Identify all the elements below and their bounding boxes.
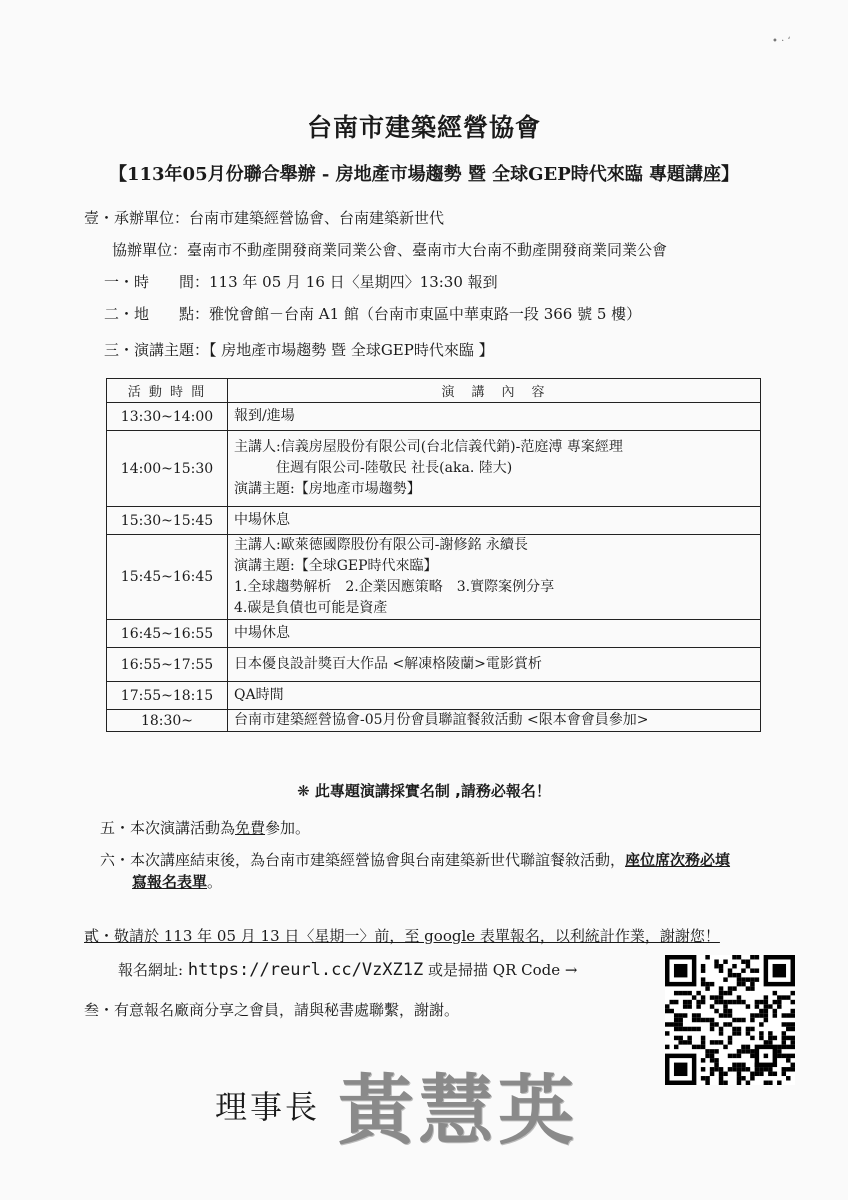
- schedule-table: [106, 378, 761, 732]
- schedule-content-cell: [228, 431, 761, 507]
- page-title: 台南市建築經營協會: [306, 113, 541, 142]
- schedule-row: [107, 507, 761, 535]
- registration-hint: 或是掃描 QR Code →: [428, 961, 578, 979]
- schedule-time-cell: 16:45~16:55: [107, 620, 228, 648]
- place-value: 雅悅會館－台南 A1 館（台南市東區中華東路一段 366 號 5 樓）: [209, 305, 642, 323]
- schedule-content-cell: [228, 620, 761, 648]
- schedule-content-line: QA時間: [234, 687, 284, 703]
- schedule-content-line: 住週有限公司-陸敬民 社長(aka. 陸大): [234, 460, 513, 476]
- item-5: [100, 818, 310, 838]
- schedule-time-cell: 13:30~14:00: [107, 403, 228, 431]
- schedule-content-line: 1.全球趨勢解析 2.企業因應策略 3.實際案例分享: [234, 579, 555, 595]
- time-value: 113 年 05 月 16 日〈星期四〉13:30 報到: [209, 273, 498, 291]
- topic-value: 【 房地產市場趨勢 暨 全球GEP時代來臨 】: [209, 341, 494, 359]
- item-5-suffix: 參加。: [265, 819, 311, 837]
- item-5-free: 免費: [235, 819, 266, 837]
- item-6-continued: [132, 872, 222, 892]
- schedule-content-line: 日本優良設計獎百大作品 <解凍格陵蘭>電影賞析: [234, 656, 542, 672]
- time-label: 一・時 間：: [104, 273, 210, 291]
- item-6-suffix: 。: [207, 873, 223, 891]
- schedule-content-line: 主講人:歐萊德國際股份有限公司-謝修銘 永續長: [234, 537, 528, 553]
- schedule-content-cell: [228, 507, 761, 535]
- schedule-content-line: 4.碳是負債也可能是資產: [234, 600, 388, 616]
- co-organizer-value: 臺南市不動產開發商業同業公會、臺南市大台南不動產開發商業同業公會: [187, 241, 668, 259]
- schedule-content-line: 演講主題:【房地產市場趨勢】: [234, 481, 421, 497]
- item-2-deadline: 貳・敬請於 113 年 05 月 13 日〈星期一〉前，至 google 表單報名，以利統計作業，謝謝您！: [84, 927, 720, 945]
- place-label: 二・地 點：: [104, 305, 210, 323]
- schedule-content-cell: [228, 648, 761, 682]
- place-line: [104, 304, 641, 324]
- signature-title: 理事長: [215, 1088, 321, 1126]
- organizer-value: 台南市建築經營協會、台南建築新世代: [189, 209, 445, 227]
- schedule-content-cell: [228, 403, 761, 431]
- registration-line: [118, 960, 577, 980]
- organizer-label: 壹・承辦單位：: [84, 209, 190, 227]
- qr-code-icon[interactable]: [665, 955, 795, 1085]
- schedule-row: [107, 431, 761, 507]
- item-6-highlight-2: 寫報名表單: [132, 873, 208, 891]
- schedule-row: [107, 620, 761, 648]
- schedule-row: [107, 403, 761, 431]
- time-line: [104, 272, 498, 292]
- corner-marks: • · ʻ: [772, 36, 791, 47]
- co-organizer-line: [112, 240, 667, 260]
- schedule-content-line: 演講主題:【全球GEP時代來臨】: [234, 558, 438, 574]
- registration-notice: ❋ 此專題演講採實名制 ,請務必報名！: [297, 782, 551, 800]
- schedule-content-cell: [228, 682, 761, 710]
- co-organizer-label: 協辦單位：: [112, 241, 188, 259]
- item-6-highlight-1: 座位席次務必填: [625, 851, 731, 869]
- item-6-text: 六・本次講座結束後，為台南市建築經營協會與台南建築新世代聯誼餐敘活動，: [100, 851, 626, 869]
- topic-label: 三・演講主題：: [104, 341, 210, 359]
- schedule-content-line: 中場休息: [234, 512, 290, 528]
- schedule-time-cell: 15:45~16:45: [107, 535, 228, 620]
- topic-line: [104, 340, 494, 360]
- organizer-line: [84, 208, 444, 228]
- schedule-content-line: 主講人:信義房屋股份有限公司(台北信義代銷)-范庭溥 專案經理: [234, 439, 623, 455]
- schedule-row: [107, 535, 761, 620]
- schedule-time-cell: 16:55~17:55: [107, 648, 228, 682]
- signature-name: 黃慧英: [338, 1066, 578, 1155]
- schedule-header-time: 活 動 時 間: [107, 379, 228, 403]
- schedule-header-content: 演 講 內 容: [228, 379, 761, 403]
- schedule-content-cell: [228, 710, 761, 732]
- item-3-contact: 叁・有意報名廠商分享之會員，請與秘書處聯繫，謝謝。: [84, 1001, 460, 1019]
- schedule-header-row: [107, 379, 761, 403]
- schedule-row: [107, 682, 761, 710]
- event-subtitle: 【113年05月份聯合舉辦 - 房地產市場趨勢 暨 全球GEP時代來臨 專題講座】: [108, 164, 740, 185]
- schedule-content-cell: [228, 535, 761, 620]
- registration-url-link[interactable]: https://reurl.cc/VzXZ1Z: [187, 960, 424, 980]
- schedule-body: [107, 403, 761, 732]
- schedule-time-cell: 14:00~15:30: [107, 431, 228, 507]
- schedule-content-line: 台南市建築經營協會-05月份會員聯誼餐敘活動 <限本會會員參加>: [234, 712, 649, 728]
- registration-label: 報名網址:: [118, 961, 184, 979]
- item-6: [100, 850, 730, 870]
- schedule-time-cell: 18:30~: [107, 710, 228, 732]
- schedule-row: [107, 710, 761, 732]
- schedule-time-cell: 17:55~18:15: [107, 682, 228, 710]
- item-5-prefix: 五・本次演講活動為: [100, 819, 236, 837]
- schedule-content-line: 中場休息: [234, 625, 290, 641]
- schedule-row: [107, 648, 761, 682]
- schedule-time-cell: 15:30~15:45: [107, 507, 228, 535]
- schedule-content-line: 報到/進場: [234, 408, 295, 424]
